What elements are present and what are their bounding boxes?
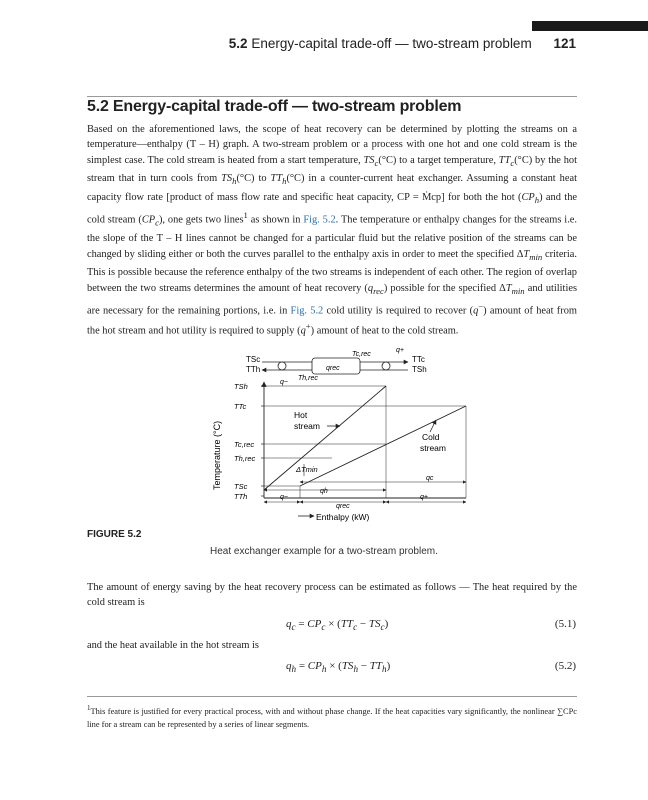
exchanger-schematic	[246, 347, 427, 386]
hot-stream-label-2: stream	[294, 421, 320, 431]
q-plus-label: q+	[420, 494, 428, 501]
equation-5-1-number: (5.1)	[554, 618, 576, 630]
page-number: 121	[553, 36, 576, 51]
between-equations-text: and the heat available in the hot stream is	[87, 640, 259, 651]
exchanger-label: qrec	[326, 365, 340, 372]
hot-stream-label-1: Hot	[294, 410, 308, 420]
q-minus-label: q−	[280, 494, 288, 501]
schematic-tsh: TSh	[412, 365, 427, 374]
figure-5-2	[190, 340, 480, 525]
qrec-label: qrec	[336, 503, 350, 510]
y-ticks	[234, 382, 264, 501]
y-tick-tcrec: Tc,rec	[234, 440, 255, 449]
cold-stream-label-2: stream	[420, 443, 446, 453]
intro-paragraph: Based on the aforementioned laws, the scope of heat recovery can be determined by plotting the streams on a temperature—enthalpy (T – H) graph. A two-stream problem or a process with one hot and one cold stream is the simplest case. The cold stream is heated from a start temperature, $TS_c(^\circ C)$ to a target temperature, $TT_c(^\circ C)$ by the hot stream that in turn cools from $TS_h(^\circ C)$ to $TT_h(^\circ C)$ in a counter-current heat exchanger. Assuming a constant heat capacity flow rate [product of mass flow rate and specific heat capacity, CP = Ṁcp] for both the hot $(CP_h)$ and the cold stream $(CP_c)$, one gets two lines$^1$ as shown in Fig. 5.2. The temperature or enthalpy changes for the streams i.e. the slope of the T – H lines cannot be changed for a particular fluid but the relative position of the streams can be changed by sliding either or both the curves parallel to the enthalpy axis in order to meet the specified $\Delta T_{min}$ criteria. This is possible because the reference enthalpy of the two streams is independent of each other. The region of overlap between the two streams determines the amount of heat recovery $(q_{rec})$ possible for the specified $\Delta T_{min}$ and utilities are necessary for the remaining portions, i.e. in Fig. 5.2 cold utility is required to recover (q−) amount of heat from the hot stream and hot utility is required to supply (q+) amount of heat to the cold stream.	[87, 124, 578, 337]
footnote: $^1$This feature is justified for every practical process, with and without phase change. If the heat capacities vary significantly, the nonlinear ∑CPc line for a stream can be represented by a series of linear segments.	[87, 704, 577, 729]
schematic-tsc: TSc	[246, 355, 261, 364]
y-tick-tth: TTh	[234, 492, 248, 501]
delta-t-label: ΔTmin	[296, 465, 318, 474]
schematic-tcrec: Tc,rec	[352, 351, 371, 358]
body-paragraph: The amount of energy saving by the heat recovery process can be estimated as follows — The heat required by the cold stream is	[87, 582, 577, 609]
running-head-title: Energy-capital trade-off — two-stream problem	[251, 36, 532, 51]
section-rule	[87, 96, 577, 97]
heater-icon	[382, 362, 390, 370]
header-bar	[532, 21, 648, 31]
section-title: 5.2 Energy-capital trade-off — two-stream problem	[87, 98, 462, 115]
equation-5-2-number: (5.2)	[554, 660, 576, 672]
schematic-threc: Th,rec	[298, 375, 318, 382]
footnote-rule	[87, 696, 577, 697]
equation-5-2: $q_h = CP_h \times (TS_h - TT_h)$	[286, 660, 391, 675]
schematic-ttc: TTc	[412, 355, 425, 364]
cooler-icon	[278, 362, 286, 370]
qh-label: qh	[320, 488, 328, 495]
cold-stream-label-1: Cold	[422, 432, 440, 442]
schematic-tth: TTh	[246, 365, 261, 374]
schematic-qminus: q−	[280, 379, 288, 386]
figure-caption: Heat exchanger example for a two-stream problem.	[210, 546, 438, 557]
y-tick-tsc: TSc	[234, 482, 248, 491]
qc-label: qc	[426, 475, 434, 482]
figure-label: FIGURE 5.2	[87, 529, 142, 540]
y-tick-tsh: TSh	[234, 382, 248, 391]
x-axis-label: Enthalpy (kW)	[316, 512, 370, 522]
running-head	[229, 36, 576, 51]
schematic-qplus: q+	[396, 347, 404, 354]
equation-5-1: $q_c = CP_c \times (TT_c - TS_c)$	[286, 618, 389, 633]
running-head-section: 5.2	[228, 36, 248, 51]
y-tick-threc: Th,rec	[234, 454, 256, 463]
y-tick-ttc: TTc	[234, 402, 247, 411]
y-axis-label: Temperature (°C)	[212, 420, 222, 490]
